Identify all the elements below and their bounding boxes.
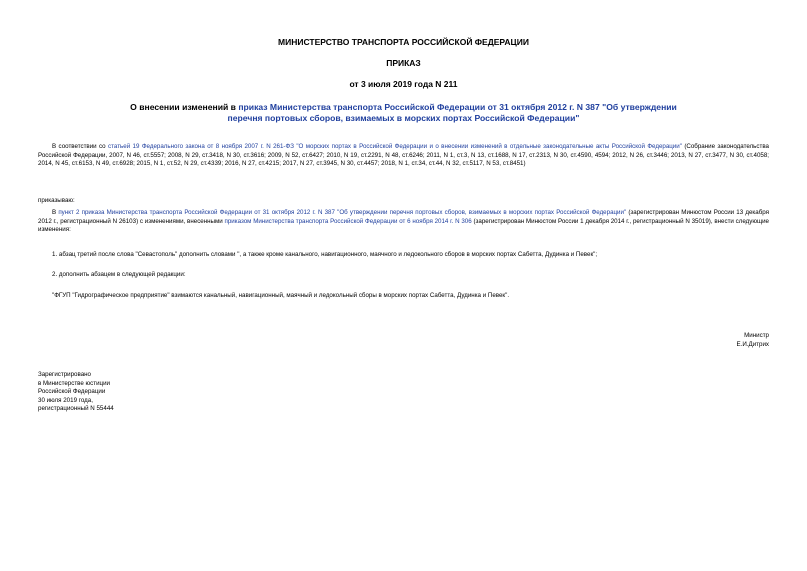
quoted-paragraph: "ФГУП "Гидрографическое предприятие" взимаются канальный, навигационный, маячный и ледокольный сборы в морских портах Сабетта, Дудинка и Певек". [52,292,510,299]
federal-law-link[interactable]: статьей 19 Федерального закона от 8 ноября 2007 г. N 261-ФЗ "О морских портах в Российской Федерации и о внесении изменений в отдельные законодательные акты Российской Федерации" [108,143,682,150]
registration-line-5: регистрационный N 55444 [38,405,114,413]
doc-date-heading: от 3 июля 2019 года N 211 [349,79,458,89]
title-prefix: О внесении изменений в [130,102,239,112]
registration-line-3: Российской Федерации [38,388,106,396]
signature-block [600,332,769,349]
amendment-text-1: В [52,209,59,216]
preamble-text-1: В соответствии со [52,143,109,150]
order-387-link[interactable]: пункт 2 приказа Министерства транспорта Российской Федерации от 31 октября 2012 г. N 387 "Об утверждении перечня портовых сборов, взимаемых в морских портах Российской Федерации" [58,209,627,216]
item-2: 2. дополнить абзацем в следующей редакции: [52,271,186,278]
amendment-text-3: (зарегистрирован Минюстом России 1 декабря 2014 г., регистрационный N 35019), внести следующие изменения: [38,217,770,234]
signature-position: Министр [744,332,769,339]
preamble-text-2: (Собрание законодательства Российской Федерации, 2007, N 46, ст.5557; 2008, N 29, ст.3418, N 30, ст.3616; 2009, N 52, ст.6427; 2010, N 19, ст.2291, N 48, ст.6246; 2011, N 1, ст.3, N 13, ст.1688, N 17, ст.2313, N 30, ст.4590, 4594; 2012, N 26, ст.3446; 2013, N 27, ст.3477, N 30, ст.4058; 2014, N 45, ст.6153, N 49, ст.6928; 2015, N 1, ст.52, N 29, ст.4339; 2016, N 27, ст.4215; 2017, N 27, ст.3945, N 30, ст.4457; 2018, N 1, ст.34, ст.44, N 32, ст.5117, N 53, ст.8451) [38,143,769,168]
signature-name: Е.И.Дитрих [736,340,769,348]
ministry-heading: МИНИСТЕРСТВО ТРАНСПОРТА РОССИЙСКОЙ ФЕДЕРАЦИИ [278,37,529,47]
order-word: приказываю: [38,197,75,204]
registration-line-1: Зарегистрировано [38,371,91,378]
registration-line-2: в Министерстве юстиции [38,379,111,387]
doc-type-heading: ПРИКАЗ [386,58,421,68]
document-title [120,102,687,124]
order-306-link[interactable]: приказом Министерства транспорта Российской Федерации от 6 ноября 2014 г. N 306 [224,217,472,225]
title-amended-order-link[interactable]: приказ Министерства транспорта Российской Федерации от 31 октября 2012 г. N 387 "Об утверждении перечня портовых сборов, взимаемых в морских портах Российской Федерации" [227,102,677,123]
registration-line-4: 30 июля 2019 года, [38,396,93,404]
item-1: 1. абзац третий после слова "Севастополь" дополнить словами ", а также кроме канального, навигационного, маячного и ледокольного сборов в морских портах Сабетта, Дудинка и Певек"; [52,251,598,258]
amendment-paragraph [38,209,769,235]
registration-block [38,371,114,414]
preamble-paragraph [38,143,769,169]
amendment-text-2: (зарегистрирован Минюстом России 13 декабря 2012 г., регистрационный N 26103) с изменениями, внесенными [38,209,769,225]
